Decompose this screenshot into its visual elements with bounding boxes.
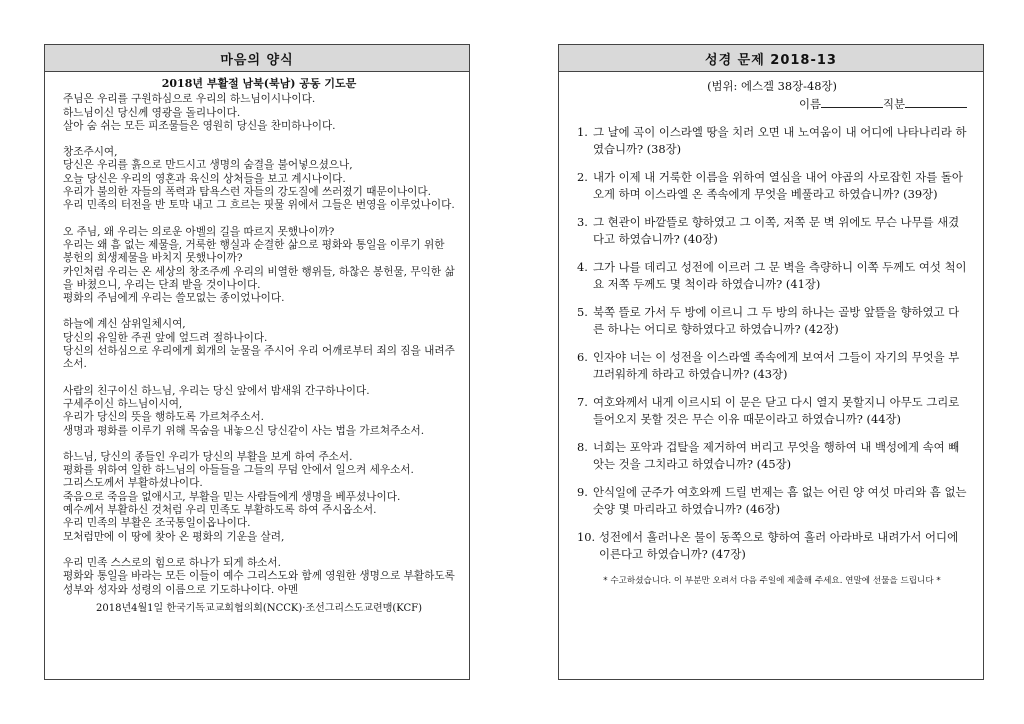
prayer-stanza: [63, 451, 455, 544]
question-number: 1.: [577, 125, 588, 139]
prayer-line: 창조주시여,: [63, 146, 118, 159]
prayer-line: 우리 민족의 터전을 반 토막 내고 그 흐르는 핏물 위에서 그들은 번영을 이루었나이다.: [63, 199, 455, 212]
question-text: 인자야 너는 이 성전을 이스라엘 족속에게 보여서 그들이 자기의 무엇을 부끄러워하게 하라고 하였습니까? (43장): [593, 350, 960, 381]
question-text: 그가 나를 데리고 성전에 이르러 그 문 벽을 측량하니 이쪽 두께도 여섯 척이요 저쪽 두께도 몇 척이라 하였습니까? (41장): [593, 260, 967, 291]
prayer-line: 오늘 당신은 우리의 영혼과 육신의 상처들을 보고 계시나이다.: [63, 172, 346, 185]
prayer-stanza: [63, 385, 455, 438]
quiz-body: [559, 72, 983, 586]
question-text: 북쪽 뜰로 가서 두 방에 이르니 그 두 방의 하나는 골방 앞뜰을 향하였고 다른 하나는 어디로 향하였다고 하였습니까? (42장): [593, 305, 960, 336]
submission-note: * 수고하셨습니다. 이 부분만 오려서 다음 주일에 제출해 주세요. 연말에 선물을 드립니다 *: [603, 576, 941, 586]
prayer-body: [45, 72, 469, 615]
question-item: [577, 304, 967, 338]
prayer-line: 살아 숨 쉬는 모든 피조물들은 영원히 당신을 찬미하나이다.: [63, 119, 336, 132]
prayer-stanza: [63, 226, 455, 306]
question-number: 8.: [577, 440, 588, 454]
question-number: 10.: [577, 530, 596, 544]
prayer-stanza: [63, 93, 455, 133]
prayer-line: 우리는 왜 흠 없는 제물을, 거룩한 행실과 순결한 삶으로 평화와 통일을 이루기 위한 봉헌의 희생제물을 바치지 못했나이까?: [63, 238, 445, 265]
question-text: 안식일에 군주가 여호와께 드릴 번제는 흠 없는 어린 양 여섯 마리와 흠 없는 숫양 몇 마리라고 하였습니까? (46장): [593, 485, 967, 516]
role-label: 직분: [882, 97, 905, 111]
prayer-line: 우리가 불의한 자들의 폭력과 탐욕스런 자들의 강도질에 쓰러졌기 때문이나이다.: [63, 186, 432, 199]
question-text: 여호와께서 내게 이르시되 이 문은 닫고 다시 열지 못할지니 아무도 그리로 들어오지 못할 것은 무슨 이유 때문이라고 하였습니까? (44장): [593, 395, 960, 426]
question-item: [577, 394, 967, 428]
prayer-stanzas: [63, 93, 455, 597]
name-label: 이름: [798, 97, 821, 111]
prayer-line: 당신의 유일한 주권 앞에 엎드려 절하나이다.: [63, 331, 268, 344]
prayer-line: 우리가 당신의 뜻을 행하도록 가르쳐주소서.: [63, 411, 265, 424]
prayer-line: 성부와 성자와 성령의 이름으로 기도하나이다. 아멘: [63, 583, 299, 596]
question-text: 성전에서 흘러나온 물이 동쪽으로 향하여 흘러 아라바로 내려가서 어디에 이른다고 하였습니까? (47장): [599, 530, 959, 561]
question-item: [577, 484, 967, 518]
right-panel: [558, 44, 984, 680]
question-number: 9.: [577, 485, 588, 499]
left-panel-header: 마음의 양식: [45, 45, 469, 72]
prayer-line: 구세주이신 하느님이시여,: [63, 397, 183, 410]
prayer-line: 모처럼만에 이 땅에 찾아 온 평화의 기운을 살려,: [63, 530, 285, 543]
prayer-line: 주님은 우리를 구원하심으로 우리의 하느님이시나이다.: [63, 93, 316, 106]
right-panel-header: 성경 문제 2018-13: [559, 45, 983, 72]
question-item: [577, 169, 967, 203]
prayer-line: 우리 민족의 부활은 조국통일이옵나이다.: [63, 517, 251, 530]
question-number: 5.: [577, 305, 588, 319]
quiz-range: (범위: 에스겔 38장-48장): [707, 79, 837, 93]
prayer-line: 평화를 위하여 일한 하느님의 아들들을 그들의 무덤 안에서 일으켜 세우소서.: [63, 464, 414, 477]
prayer-line: 평화와 통일을 바라는 모든 이들이 예수 그리스도와 함께 영원한 생명으로 부활하도록: [63, 570, 455, 583]
question-item: [577, 349, 967, 383]
prayer-line: 생명과 평화를 이루기 위해 목숨을 내놓으신 당신같이 사는 법을 가르쳐주소서.: [63, 424, 425, 437]
left-panel: [44, 44, 470, 680]
prayer-line: 오 주님, 왜 우리는 의로운 아벨의 길을 따르지 못했나이까?: [63, 225, 335, 238]
prayer-stanza: [63, 146, 455, 212]
prayer-line: 죽음으로 죽음을 없애시고, 부활을 믿는 사람들에게 생명을 베푸셨나이다.: [63, 490, 401, 503]
question-list: [577, 124, 967, 563]
name-role-fields: [577, 96, 967, 112]
question-item: [577, 439, 967, 473]
question-number: 2.: [577, 170, 588, 184]
prayer-line: 평화의 주님에게 우리는 쓸모없는 종이었나이다.: [63, 292, 285, 305]
prayer-line: 당신은 우리를 흙으로 만드시고 생명의 숨결을 불어넣으셨으나,: [63, 159, 353, 172]
question-item: [577, 214, 967, 248]
question-item: [577, 259, 967, 293]
question-number: 6.: [577, 350, 588, 364]
prayer-line: 하느님, 당신의 종들인 우리가 당신의 부활을 보게 하여 주소서.: [63, 450, 353, 463]
question-number: 4.: [577, 260, 588, 274]
prayer-stanza: [63, 318, 455, 371]
prayer-title: 2018년 부활절 남북(북남) 공동 기도문: [161, 77, 357, 90]
prayer-line: 카인처럼 우리는 온 세상의 창조주께 우리의 비열한 행위들, 하찮은 봉헌물, 무익한 삶을 바쳤으니, 우리는 단죄 받을 것이나이다.: [63, 265, 455, 291]
question-text: 그 현관이 바깥뜰로 향하였고 그 이쪽, 저쪽 문 벽 위에도 무슨 나무를 새겼다고 하였습니까? (40장): [593, 215, 960, 246]
question-text: 그 날에 곡이 이스라엘 땅을 치러 오면 내 노여움이 내 어디에 나타나리라 하였습니까? (38장): [593, 125, 967, 156]
question-text: 내가 이제 내 거룩한 이름을 위하여 열심을 내어 야곱의 사로잡힌 자를 돌아오게 하며 이스라엘 온 족속에게 무엇을 베풀라고 하였습니까? (39장): [593, 170, 963, 201]
prayer-line: 그리스도께서 부활하셨나이다.: [63, 477, 203, 490]
prayer-line: 당신의 선하심으로 우리에게 회개의 눈물을 주시어 우리 어깨로부터 죄의 짐을 내려주소서.: [63, 345, 455, 371]
question-text: 너희는 포악과 겁탈을 제거하여 버리고 무엇을 행하여 내 백성에게 속여 빼앗는 것을 그치라고 하였습니까? (45장): [593, 440, 960, 471]
question-item: [577, 124, 967, 158]
prayer-stanza: [63, 557, 455, 597]
question-number: 7.: [577, 395, 588, 409]
question-number: 3.: [577, 215, 588, 229]
question-item: [577, 529, 967, 563]
prayer-line: 하늘에 계신 삼위일체시여,: [63, 318, 186, 331]
prayer-line: 예수께서 부활하신 것처럼 우리 민족도 부활하도록 하여 주시옵소서.: [63, 504, 377, 517]
name-blank[interactable]: [821, 97, 883, 108]
prayer-line: 하느님이신 당신께 영광을 돌리나이다.: [63, 106, 241, 119]
role-blank[interactable]: [905, 97, 967, 108]
prayer-line: 우리 민족 스스로의 힘으로 하나가 되게 하소서.: [63, 556, 282, 569]
prayer-line: 사람의 친구이신 하느님, 우리는 당신 앞에서 밤새워 간구하나이다.: [63, 384, 370, 397]
prayer-footer: 2018년4월1일 한국기독교교회협의회(NCCK)·조선그리스도교련맹(KCF): [96, 602, 422, 614]
